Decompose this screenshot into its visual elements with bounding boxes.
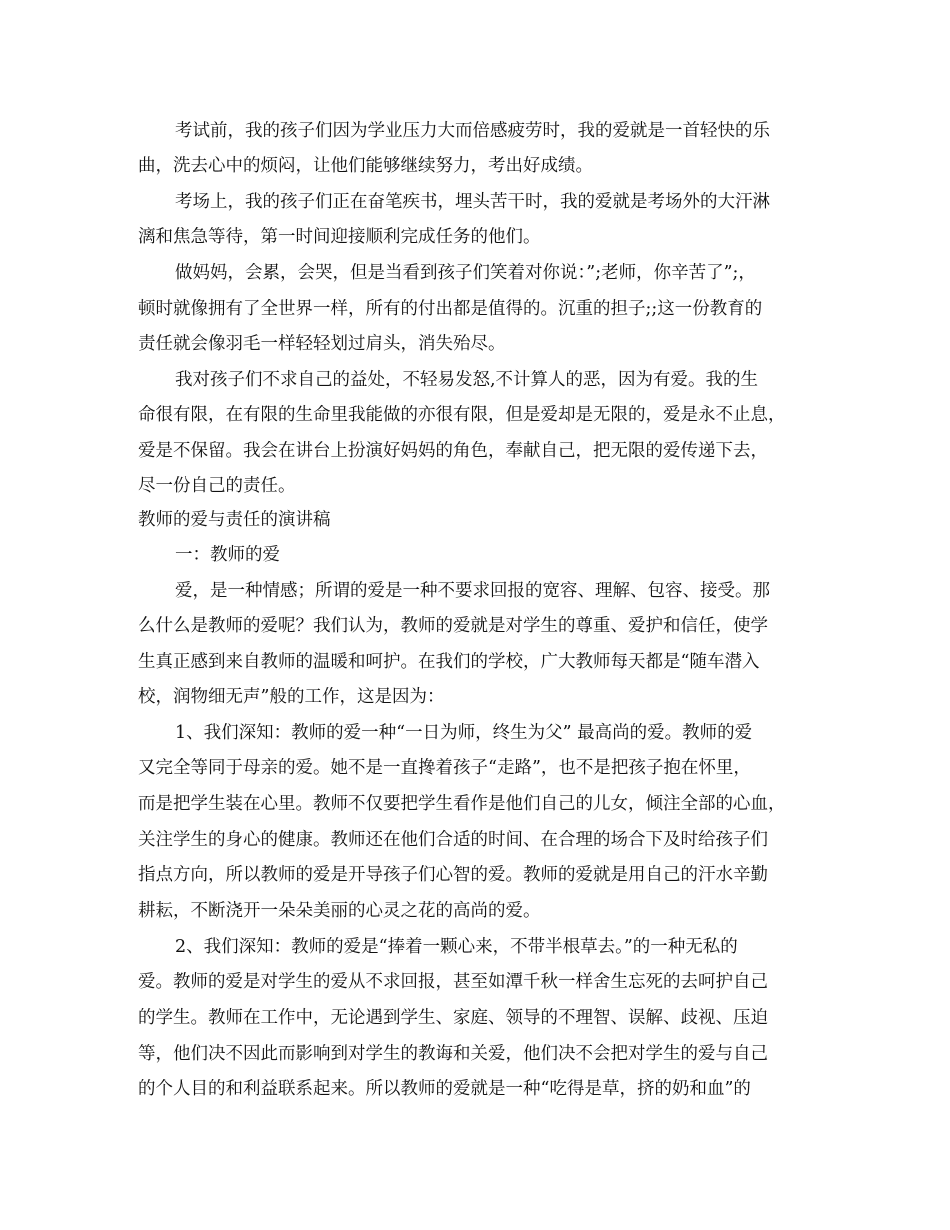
text-line: 的个人目的和利益联系起来。所以教师的爱就是一种“吃得是草，挤的奶和血”的 [138,1079,751,1099]
text-line: 顿时就像拥有了全世界一样，所有的付出都是值得的。沉重的担子;;这一份教育的 [138,299,763,319]
text-line: 责任就会像羽毛一样轻轻划过肩头，消失殆尽。 [138,334,506,354]
text-line: 校，润物细无声”般的工作，这是因为： [138,687,445,707]
text-line: 指点方向，所以教师的爱是开导孩子们心智的爱。教师的爱就是用自己的汗水辛勤 [138,865,768,885]
text-line: 又完全等同于母亲的爱。她不是一直搀着孩子“走路”，也不是把孩子抱在怀里， [138,758,751,778]
subsection-heading: 一：教师的爱 [175,545,280,565]
text-line: 2、我们深知：教师的爱是“捧着一颗心来，不带半根草去。”的一种无私的 [175,937,738,957]
section-title: 教师的爱与责任的演讲稿 [138,510,331,530]
text-line: 耕耘，不断浇开一朵朵美丽的心灵之花的高尚的爱。 [138,901,541,921]
text-line: 做妈妈，会累，会哭，但是当看到孩子们笑着对你说：”;老师，你辛苦了”;， [175,263,756,283]
text-line: 关注学生的身心的健康。教师还在他们合适的时间、在合理的场合下及时给孩子们 [138,830,768,850]
text-line: 漓和焦急等待，第一时间迎接顺利完成任务的他们。 [138,227,541,247]
text-line: 爱是不保留。我会在讲台上扮演好妈妈的角色，奉献自己，把无限的爱传递下去， [138,441,768,461]
text-line: 生真正感到来自教师的温暖和呵护。在我们的学校，广大教师每天都是“随车潜入 [138,652,760,672]
text-line: 曲，洗去心中的烦闷，让他们能够继续努力，考出好成绩。 [138,156,593,176]
text-line: 考试前，我的孩子们因为学业压力大而倍感疲劳时，我的爱就是一首轻快的乐 [175,121,770,141]
text-line: 尽一份自己的责任。 [138,476,296,496]
text-line: 命很有限，在有限的生命里我能做的亦很有限，但是爱却是无限的，爱是永不止息， [138,405,786,425]
text-line: 等，他们决不因此而影响到对学生的教诲和关爱，他们决不会把对学生的爱与自己 [138,1044,768,1064]
text-line: 而是把学生装在心里。教师不仅要把学生看作是他们自己的儿女，倾注全部的心血， [138,794,786,814]
text-line: 爱。教师的爱是对学生的爱从不求回报，甚至如潭千秋一样舍生忘死的去呵护自己 [138,972,768,992]
text-line: 考场上，我的孩子们正在奋笔疾书，埋头苦干时，我的爱就是考场外的大汗淋 [175,192,770,212]
text-line: 爱，是一种情感；所谓的爱是一种不要求回报的宽容、理解、包容、接受。那 [175,581,770,601]
text-line: 1、我们深知：教师的爱一种“一日为师，终生为父” 最高尚的爱。教师的爱 [175,723,753,743]
text-line: 么什么是教师的爱呢？我们认为，教师的爱就是对学生的尊重、爱护和信任，使学 [138,616,768,636]
text-line: 的学生。教师在工作中，无论遇到学生、家庭、领导的不理智、误解、歧视、压迫 [138,1008,768,1028]
text-line: 我对孩子们不求自己的益处，不轻易发怒,不计算人的恶，因为有爱。我的生 [175,370,759,390]
